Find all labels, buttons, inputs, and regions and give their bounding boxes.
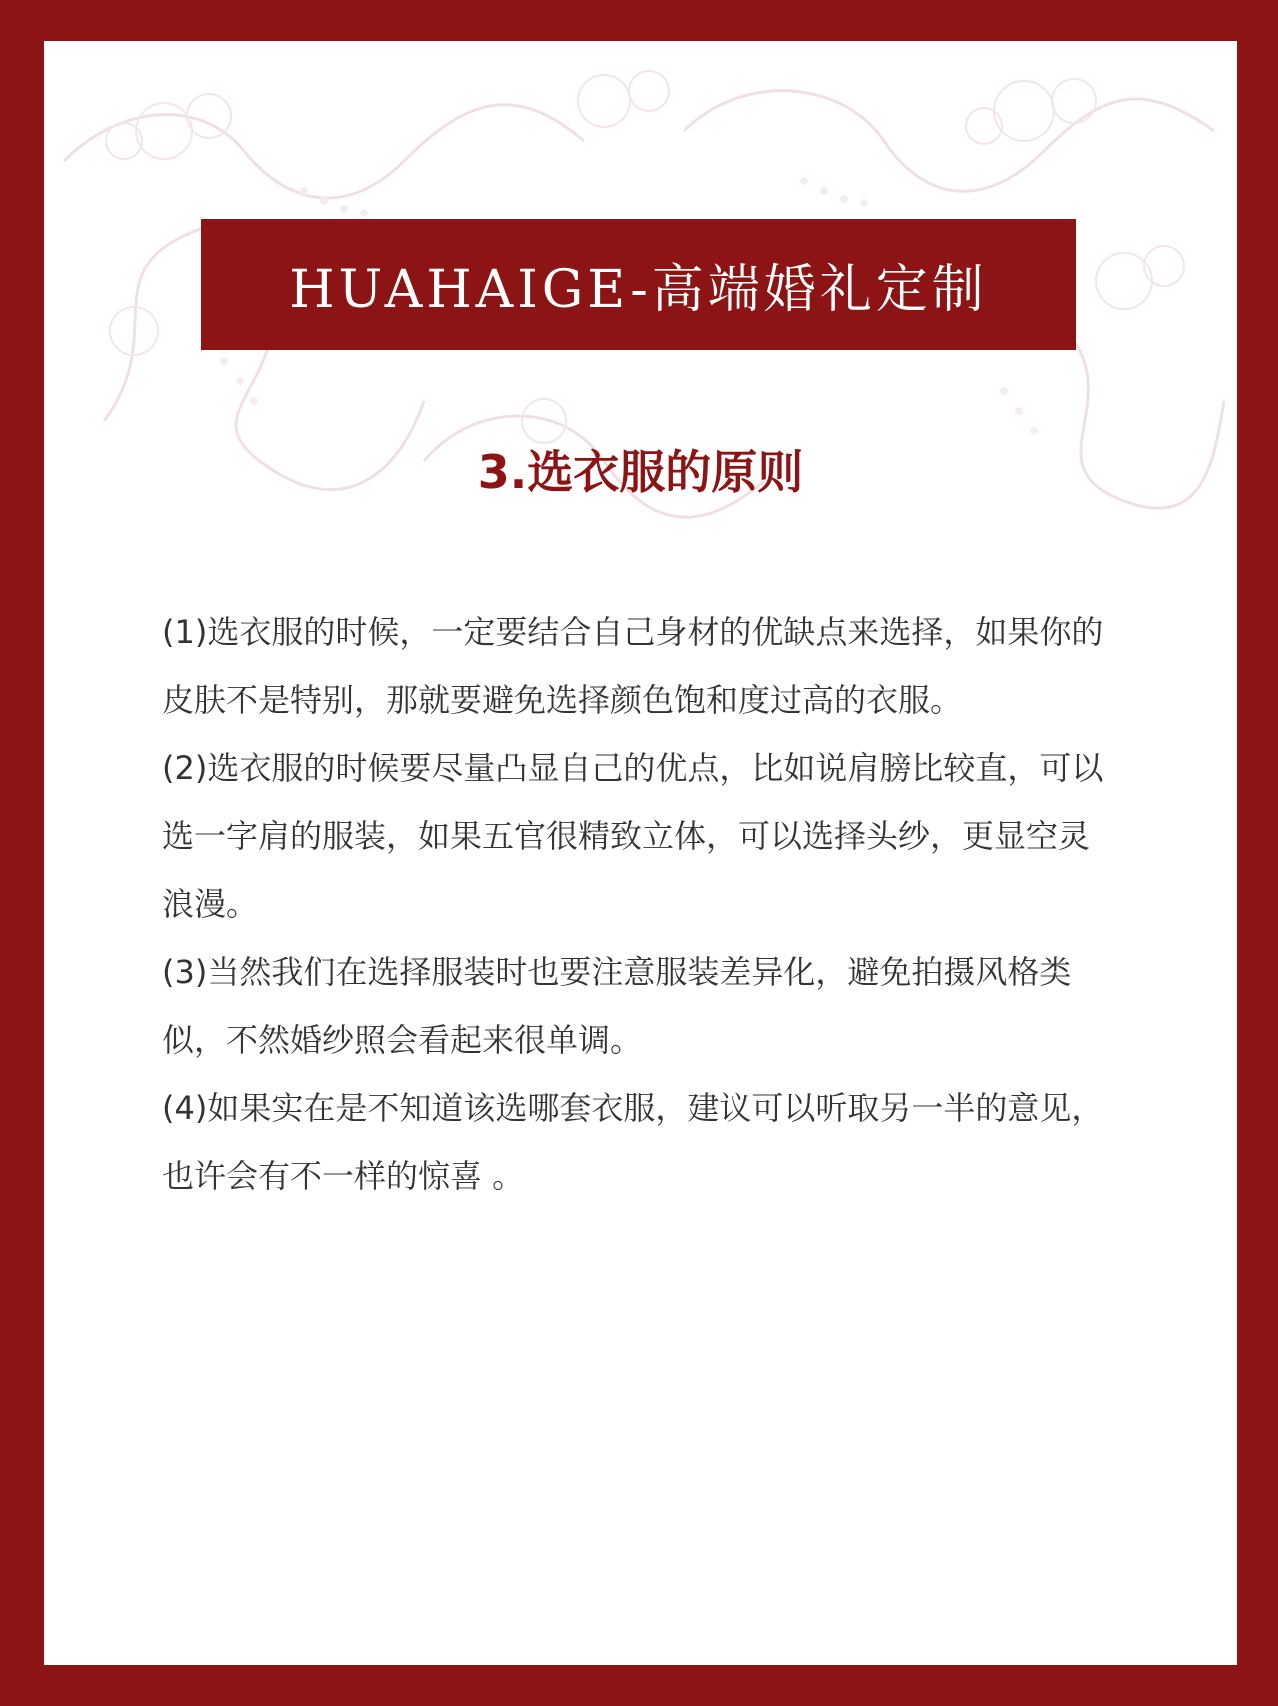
principle-paragraph-1: (1)选衣服的时候，一定要结合自己身材的优缺点来选择，如果你的皮肤不是特别，那就要避免选择颜色饱和度过高的衣服。	[162, 613, 1104, 719]
principles-list	[162, 598, 1112, 1210]
title-banner	[201, 219, 1076, 350]
content-card	[44, 41, 1237, 1665]
section-heading: 3.选衣服的原则	[477, 445, 804, 499]
principle-paragraph-2: (2)选衣服的时候要尽量凸显自己的优点，比如说肩膀比较直，可以选一字肩的服装，如果五官很精致立体，可以选择头纱，更显空灵浪漫。	[162, 749, 1104, 923]
principle-paragraph-4: (4)如果实在是不知道该选哪套衣服，建议可以听取另一半的意见，也许会有不一样的惊喜 。	[162, 1089, 1104, 1195]
principle-paragraph-3: (3)当然我们在选择服装时也要注意服装差异化，避免拍摄风格类似，不然婚纱照会看起来很单调。	[162, 953, 1072, 1059]
brand-title: HUAHAIGE-高端婚礼定制	[289, 260, 988, 320]
